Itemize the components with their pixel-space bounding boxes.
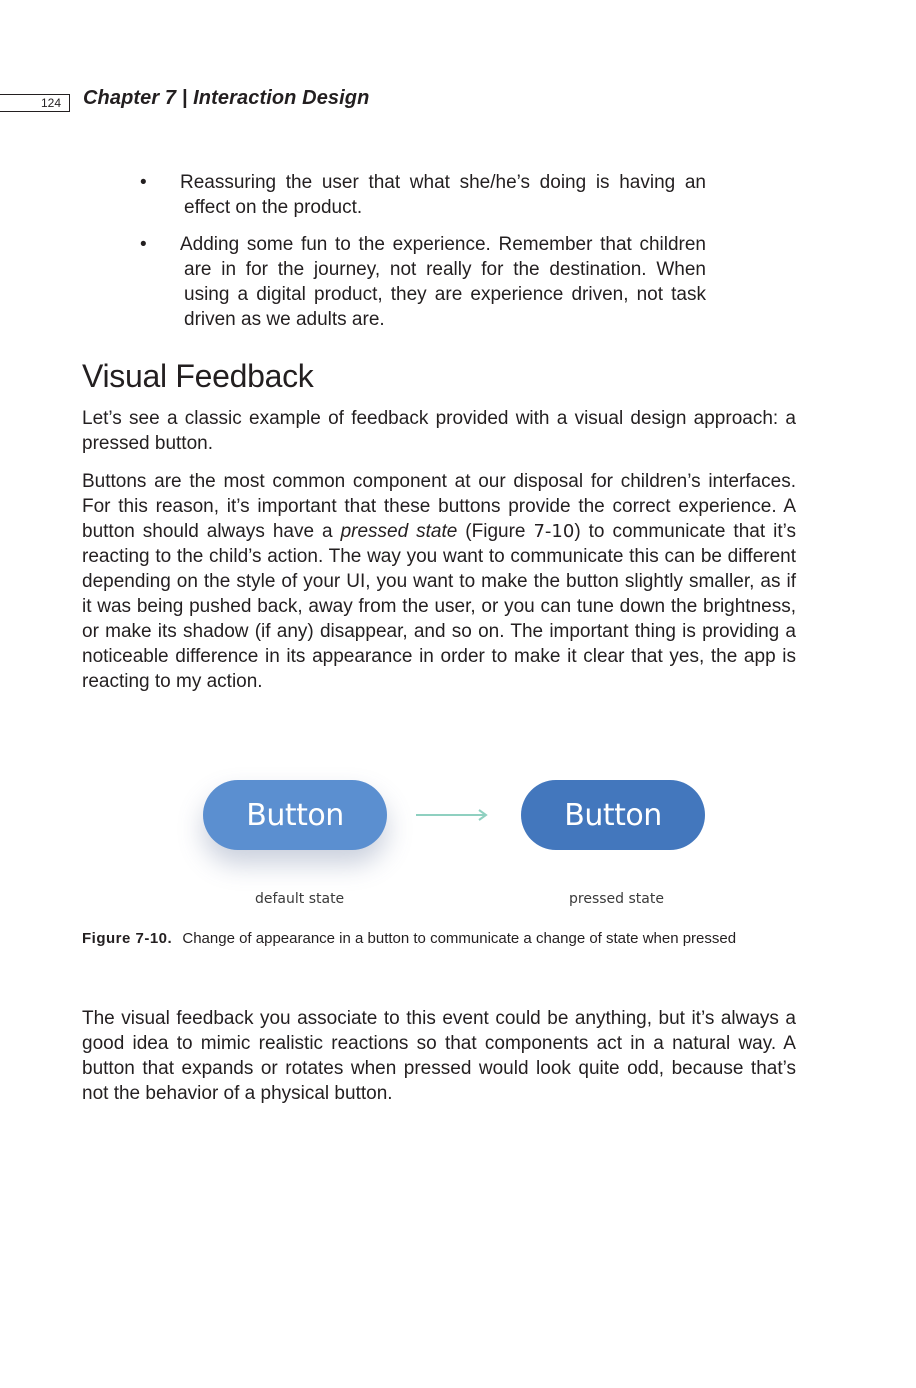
paragraph-text: ) to communicate that it’s reacting to the child’s action. The way you want to communicate this can be different depending on the style of your UI, you want to make the button slightly smaller, as if it was being pushed back, away from the user, or you can tune down the brightness, or make its shadow (if any) disappear, and so on. The important thing is providing a noticeable difference in its appearance in order to make it clear that yes, the app is reacting to my action. [82,521,796,692]
default-state-label: default state [255,891,345,907]
caption-text: Change of appearance in a button to communicate a change of state when pressed [182,930,737,947]
figure-caption [82,928,796,950]
bullet-symbol: • [140,234,147,255]
pressed-state-button: Button [521,780,705,850]
default-state-button: Button [203,780,387,850]
bullet-text: Adding some fun to the experience. Remember that children are in for the journey, not really for the destination. When using a digital product, they are experience driven, not task driven as we adults are. [180,234,706,330]
figure-reference: 7-10 [533,521,575,542]
bullet-list [140,170,706,344]
bullet-text: Reassuring the user that what she/he’s doing is having an effect on the product. [180,172,706,218]
paragraph [82,469,796,694]
paragraph: Let’s see a classic example of feedback provided with a visual design approach: a pressed button. [82,408,796,454]
list-item [140,170,706,220]
emphasis-text: pressed state [340,521,458,542]
bullet-symbol: • [140,172,147,193]
chapter-title: Chapter 7 | Interaction Design [83,87,370,109]
list-item [140,232,706,332]
page-number: 124 [0,94,70,112]
pressed-state-label: pressed state [569,891,664,907]
paragraph: The visual feedback you associate to this event could be anything, but it’s always a good idea to mimic realistic reactions so that components act in a natural way. A button that expands or rotates when pressed would look quite odd, because that’s not the behavior of a physical button. [82,1008,796,1104]
paragraph-text: Buttons are the most common component at our disposal for children’s interfaces. For this reason, it’s important that these buttons provide the correct experience. A button should always have a [82,471,796,542]
figure-button-states [170,760,740,920]
caption-label: Figure 7-10. [82,930,173,947]
section-heading: Visual Feedback [82,358,314,394]
paragraph-text: (Figure [457,521,534,542]
arrow-right-icon [416,808,490,822]
page-header [0,86,916,116]
